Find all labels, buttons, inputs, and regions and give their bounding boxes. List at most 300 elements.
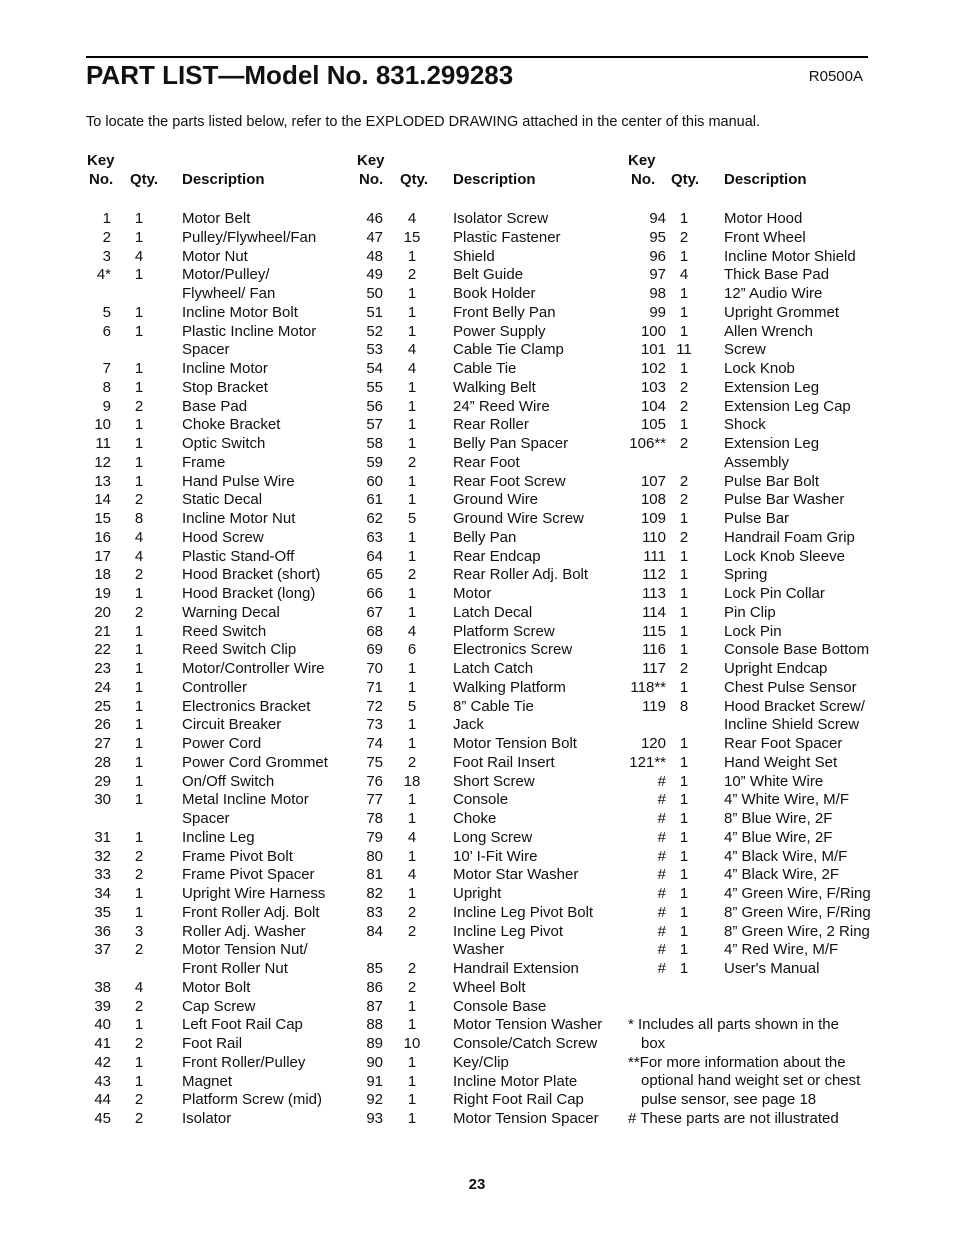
part-key: 99 [649, 303, 666, 321]
part-qty: 1 [407, 1053, 417, 1071]
part-description: 24” Reed Wire [453, 397, 550, 415]
part-qty: 5 [407, 697, 417, 715]
description-header: Description [453, 171, 536, 188]
part-qty: 4 [407, 828, 417, 846]
part-qty: 1 [134, 378, 144, 396]
part-qty: 2 [679, 491, 689, 509]
part-key: 62 [366, 510, 383, 527]
part-key: 75 [366, 753, 383, 771]
part-qty: 1 [134, 585, 144, 602]
part-qty: 1 [679, 791, 689, 809]
part-key: 41 [94, 1035, 111, 1052]
part-qty: 1 [679, 585, 689, 602]
part-key: 85 [366, 960, 383, 977]
part-qty: 1 [407, 528, 417, 546]
part-qty: 1 [407, 885, 417, 902]
part-qty: 4 [134, 978, 144, 996]
part-qty: 1 [679, 678, 689, 696]
part-qty: 1 [407, 322, 417, 340]
part-description: Motor/Pulley/ [182, 266, 270, 284]
part-description: Belly Pan Spacer [453, 435, 569, 452]
part-description: Screw [724, 341, 766, 359]
part-description: Pulley/Flywheel/Fan [182, 228, 317, 246]
part-key: 83 [366, 903, 383, 921]
part-description: Hood Bracket Screw/ [724, 697, 865, 715]
part-key: 31 [94, 828, 111, 846]
part-description: Thick Base Pad [724, 266, 830, 284]
part-qty: 2 [134, 491, 144, 509]
part-key: 60 [366, 472, 383, 490]
part-description: Hood Screw [182, 528, 264, 546]
part-key: 32 [94, 847, 111, 865]
part-qty: 1 [679, 360, 689, 377]
part-qty: 1 [134, 828, 144, 846]
part-description: Electronics Bracket [182, 697, 311, 715]
part-description: Motor Belt [182, 210, 251, 227]
part-qty: 4 [134, 528, 144, 546]
part-description: Handrail Foam Grip [724, 528, 855, 546]
part-key: 121** [629, 753, 666, 771]
part-description: Motor Bolt [182, 978, 251, 996]
part-qty: 1 [679, 247, 689, 265]
part-description: Hand Pulse Wire [182, 472, 295, 490]
part-description: Electronics Screw [453, 641, 573, 659]
part-description: 4” Green Wire, F/Ring [724, 885, 871, 902]
part-description: Cable Tie [453, 360, 517, 377]
part-key: 64 [366, 547, 383, 565]
part-qty: 1 [679, 847, 689, 865]
part-description: Console/Catch Screw [453, 1035, 598, 1052]
part-key: 119 [642, 697, 666, 715]
part-description: 8” Green Wire, F/Ring [724, 903, 871, 921]
part-qty: 2 [134, 566, 144, 584]
part-key: 37 [94, 941, 111, 959]
part-qty: 5 [407, 510, 417, 527]
part-description: Plastic Incline Motor [182, 322, 317, 340]
part-description: Rear Roller Adj. Bolt [453, 566, 589, 584]
part-description: Stop Bracket [182, 378, 268, 396]
part-qty: 1 [134, 435, 144, 452]
part-description: On/Off Switch [182, 772, 275, 790]
part-key: 26 [94, 716, 111, 734]
description-header: Description [724, 171, 807, 188]
part-qty: 1 [134, 1053, 144, 1071]
part-key: # [657, 847, 666, 865]
part-key: 14 [94, 491, 111, 509]
part-description: Hood Bracket (long) [182, 585, 316, 602]
part-key: 30 [94, 791, 111, 809]
qty-header: Qty. [130, 171, 159, 188]
part-description: Hand Weight Set [724, 753, 838, 771]
part-key: 24 [94, 678, 111, 696]
part-description: Rear Foot Spacer [724, 735, 843, 752]
part-key: 78 [366, 810, 383, 827]
part-key: 40 [94, 1016, 111, 1034]
part-qty: 1 [407, 1072, 417, 1090]
part-key: 115 [642, 622, 666, 640]
part-key: 80 [366, 847, 383, 865]
part-key: 56 [366, 397, 383, 415]
part-qty: 1 [134, 266, 144, 284]
part-qty: 1 [407, 416, 417, 434]
part-qty: 4 [679, 266, 689, 284]
part-qty: 2 [407, 266, 417, 284]
part-qty: 2 [134, 1110, 144, 1127]
part-key: 10 [94, 416, 111, 434]
part-key: 48 [366, 247, 383, 265]
part-key: 92 [366, 1091, 383, 1109]
part-description: Metal Incline Motor [182, 791, 309, 809]
part-qty: 1 [679, 641, 689, 659]
part-description: Front Belly Pan [453, 303, 556, 321]
part-qty: 1 [134, 753, 144, 771]
part-description: Motor Tension Bolt [453, 735, 577, 752]
part-qty: 1 [679, 510, 689, 527]
part-description: Spacer [182, 341, 230, 359]
part-description: Extension Leg [724, 378, 820, 396]
footnote-asterisk-cont: box [641, 1034, 666, 1052]
part-description: User's Manual [724, 960, 820, 977]
part-qty: 1 [134, 716, 144, 734]
part-key: 50 [366, 285, 383, 302]
part-description: Pulse Bar Washer [724, 491, 845, 509]
part-qty: 2 [679, 397, 689, 415]
part-description: Platform Screw (mid) [182, 1091, 323, 1109]
qty-header: Qty. [671, 171, 700, 188]
part-qty: 2 [407, 960, 417, 977]
part-description: Optic Switch [182, 435, 266, 452]
part-description: Upright Wire Harness [182, 885, 326, 902]
part-description: Front Roller Nut [182, 960, 288, 977]
part-qty: 4 [134, 247, 144, 265]
part-key: 61 [366, 491, 383, 509]
footnotes [628, 1016, 860, 1129]
part-qty: 1 [407, 678, 417, 696]
part-description: Belly Pan [453, 528, 517, 546]
part-key: 103 [640, 378, 666, 396]
part-key: 5 [102, 303, 111, 321]
part-qty: 1 [407, 1110, 417, 1127]
part-description: Console [453, 791, 509, 809]
part-description: Incline Shield Screw [724, 716, 860, 734]
part-key: 91 [366, 1072, 383, 1090]
part-qty: 1 [679, 885, 689, 902]
part-qty: 4 [407, 210, 417, 227]
part-description: Handrail Extension [453, 960, 579, 977]
part-key: # [657, 772, 666, 790]
part-key: 86 [366, 978, 383, 996]
part-key: 87 [366, 997, 383, 1015]
part-qty: 2 [407, 453, 417, 471]
part-description: Lock Knob Sleeve [724, 547, 845, 565]
part-key: 15 [94, 510, 111, 527]
part-key: 81 [366, 866, 383, 884]
part-description: Magnet [182, 1072, 233, 1090]
key-header-line1: Key [628, 152, 656, 169]
part-key: 43 [94, 1072, 111, 1090]
part-key: 33 [94, 866, 111, 884]
part-key: 90 [366, 1053, 383, 1071]
part-qty: 2 [134, 941, 144, 959]
part-key: 29 [94, 772, 111, 790]
part-qty: 2 [407, 978, 417, 996]
part-description: Isolator Screw [453, 210, 549, 227]
part-qty: 1 [407, 1016, 417, 1034]
part-key: 25 [94, 697, 111, 715]
part-qty: 1 [134, 885, 144, 902]
part-qty: 2 [134, 847, 144, 865]
part-description: 4” Black Wire, M/F [724, 847, 848, 865]
part-description: Lock Pin Collar [724, 585, 825, 602]
part-key: 98 [649, 285, 666, 302]
part-description: Upright Endcap [724, 660, 828, 677]
part-qty: 1 [134, 678, 144, 696]
part-qty: 1 [407, 585, 417, 602]
part-description: 10’ I-Fit Wire [453, 847, 538, 865]
part-key: 76 [366, 772, 383, 790]
part-description: Wheel Bolt [453, 978, 526, 996]
part-description: Motor Tension Spacer [453, 1110, 599, 1127]
part-description: Console Base [453, 997, 547, 1015]
part-key: # [657, 866, 666, 884]
part-qty: 1 [679, 416, 689, 434]
part-key: 96 [649, 247, 666, 265]
part-qty: 2 [679, 528, 689, 546]
part-qty: 1 [134, 735, 144, 752]
part-key: 67 [366, 603, 383, 621]
part-description: 4” Black Wire, 2F [724, 866, 840, 884]
part-qty: 1 [679, 210, 689, 227]
part-key: 82 [366, 885, 383, 902]
part-description: Right Foot Rail Cap [453, 1091, 584, 1109]
footnote-double-asterisk-cont: optional hand weight set or chest [641, 1072, 861, 1090]
part-key: 2 [102, 228, 111, 246]
part-qty: 2 [679, 378, 689, 396]
part-qty: 1 [679, 285, 689, 302]
part-key: 53 [366, 341, 383, 359]
part-key: 19 [94, 585, 111, 602]
part-key: 101 [640, 341, 666, 359]
part-qty: 1 [679, 941, 689, 959]
part-key: 65 [366, 566, 383, 584]
part-key: # [657, 791, 666, 809]
part-key: 70 [366, 660, 383, 677]
part-description: Power Cord Grommet [182, 753, 328, 771]
part-qty: 4 [134, 547, 144, 565]
part-description: Incline Motor Shield [724, 247, 856, 265]
part-key: 74 [366, 735, 383, 752]
part-qty: 1 [134, 641, 144, 659]
part-description: Warning Decal [182, 603, 280, 621]
part-description: Motor [453, 585, 492, 602]
part-description: Foot Rail Insert [453, 753, 555, 771]
part-description: Lock Pin [724, 622, 782, 640]
part-qty: 1 [679, 547, 689, 565]
part-description: Spacer [182, 810, 230, 827]
part-qty: 2 [407, 566, 417, 584]
footnote-double-asterisk: **For more information about the [628, 1053, 846, 1071]
part-key: 94 [649, 210, 666, 227]
part-description: Motor/Controller Wire [182, 660, 325, 677]
part-description: 4” White Wire, M/F [724, 791, 850, 809]
part-qty: 2 [407, 922, 417, 940]
part-qty: 4 [407, 360, 417, 377]
part-description: Allen Wrench [724, 322, 813, 340]
footnote-hash: # These parts are not illustrated [628, 1109, 839, 1127]
part-key: 79 [366, 828, 383, 846]
part-qty: 1 [134, 322, 144, 340]
part-key: 20 [94, 603, 111, 621]
part-qty: 2 [134, 997, 144, 1015]
part-description: Choke [453, 810, 497, 827]
part-description: Plastic Fastener [453, 228, 561, 246]
part-description: 4” Blue Wire, 2F [724, 828, 833, 846]
part-qty: 1 [407, 810, 417, 827]
part-description: Short Screw [453, 772, 535, 790]
footnote-asterisk: * Includes all parts shown in the [628, 1016, 839, 1033]
part-description: 4” Red Wire, M/F [724, 941, 839, 959]
part-description: Walking Platform [453, 678, 566, 696]
part-key: 17 [94, 547, 111, 565]
part-qty: 4 [407, 341, 417, 359]
part-qty: 6 [407, 641, 417, 659]
part-qty: 1 [679, 303, 689, 321]
part-key: 109 [640, 510, 666, 527]
part-description: Motor Nut [182, 247, 248, 265]
part-description: 10” White Wire [724, 772, 824, 790]
part-description: Reed Switch [182, 622, 267, 640]
part-key: 71 [366, 678, 383, 696]
part-description: Pin Clip [724, 603, 776, 621]
part-qty: 1 [407, 491, 417, 509]
part-key: 11 [95, 435, 111, 452]
part-key: 12 [94, 453, 111, 471]
part-qty: 1 [679, 866, 689, 884]
part-description: 8” Blue Wire, 2F [724, 810, 833, 827]
part-key: 44 [94, 1091, 111, 1109]
part-description: Shock [724, 416, 766, 434]
part-key: 13 [94, 472, 111, 490]
part-description: Motor Hood [724, 210, 803, 227]
part-description: Platform Screw [453, 622, 555, 640]
part-key: 97 [649, 266, 666, 284]
part-key: 73 [366, 716, 383, 734]
part-key: # [657, 960, 666, 977]
part-key: 18 [94, 566, 111, 584]
part-qty: 1 [679, 960, 689, 977]
part-qty: 1 [679, 322, 689, 340]
part-key: 113 [642, 585, 666, 602]
part-qty: 1 [134, 228, 144, 246]
part-description: Pulse Bar [724, 510, 790, 527]
part-key: 116 [642, 641, 666, 659]
part-description: Isolator [182, 1110, 232, 1127]
part-description: Base Pad [182, 397, 248, 415]
part-key: 105 [640, 416, 666, 434]
part-key: 45 [94, 1110, 111, 1127]
part-key: 68 [366, 622, 383, 640]
part-qty: 1 [134, 416, 144, 434]
part-description: Cable Tie Clamp [453, 341, 564, 359]
part-key: 102 [640, 360, 666, 377]
part-description: Reed Switch Clip [182, 641, 297, 659]
part-description: Pulse Bar Bolt [724, 472, 820, 490]
part-qty: 1 [679, 903, 689, 921]
part-description: Left Foot Rail Cap [182, 1016, 303, 1034]
part-description: Console Base Bottom [724, 641, 870, 659]
part-qty: 1 [134, 210, 144, 227]
part-description: Assembly [724, 453, 790, 471]
part-key: # [657, 903, 666, 921]
part-description: Foot Rail [182, 1035, 243, 1052]
part-qty: 1 [679, 772, 689, 790]
part-description: Latch Decal [453, 603, 533, 621]
part-description: Hood Bracket (short) [182, 566, 321, 584]
part-qty: 1 [407, 847, 417, 865]
part-qty: 1 [407, 303, 417, 321]
part-key: 22 [94, 641, 111, 659]
part-qty: 1 [679, 828, 689, 846]
part-description: Incline Leg Pivot [453, 922, 564, 940]
part-key: 120 [640, 735, 666, 752]
part-description: Cap Screw [182, 997, 256, 1015]
part-description: Motor Tension Nut/ [182, 941, 308, 959]
part-qty: 2 [134, 866, 144, 884]
part-key: 1 [102, 210, 111, 227]
part-key: 117 [642, 660, 666, 677]
part-key: 21 [94, 622, 111, 640]
part-key: 3 [102, 247, 111, 265]
part-description: Frame Pivot Bolt [182, 847, 293, 865]
part-description: Upright Grommet [724, 303, 840, 321]
part-key: 58 [366, 435, 383, 452]
part-description: Rear Foot [453, 453, 520, 471]
part-key: 112 [642, 566, 666, 584]
part-key: 27 [94, 735, 111, 752]
part-key: 84 [366, 922, 383, 940]
part-key: 47 [366, 228, 383, 246]
part-qty: 10 [403, 1035, 421, 1052]
part-description: Walking Belt [453, 378, 536, 396]
part-key: # [657, 810, 666, 827]
part-key: # [657, 885, 666, 902]
part-qty: 1 [407, 716, 417, 734]
description-header: Description [182, 171, 265, 188]
part-description: Latch Catch [453, 660, 534, 677]
key-header-line2: No. [631, 171, 656, 188]
part-key: 93 [366, 1110, 383, 1127]
part-key: 63 [366, 528, 383, 546]
part-key: 118** [630, 678, 666, 696]
part-qty: 2 [134, 1091, 144, 1109]
part-description: Incline Motor Plate [453, 1072, 578, 1090]
part-key: 49 [366, 266, 383, 284]
part-description: Ground Wire Screw [453, 510, 584, 527]
part-qty: 1 [134, 697, 144, 715]
part-qty: 1 [679, 735, 689, 752]
part-description: Key/Clip [453, 1053, 509, 1071]
part-key: 51 [366, 303, 383, 321]
part-description: Frame Pivot Spacer [182, 866, 315, 884]
part-description: Power Supply [453, 322, 546, 340]
part-key: 39 [94, 997, 111, 1015]
part-description: Front Wheel [724, 228, 806, 246]
part-qty: 1 [134, 453, 144, 471]
part-description: Rear Roller [453, 416, 529, 434]
part-key: 7 [102, 360, 111, 377]
part-key: 38 [94, 978, 111, 996]
part-key: 46 [366, 210, 383, 227]
